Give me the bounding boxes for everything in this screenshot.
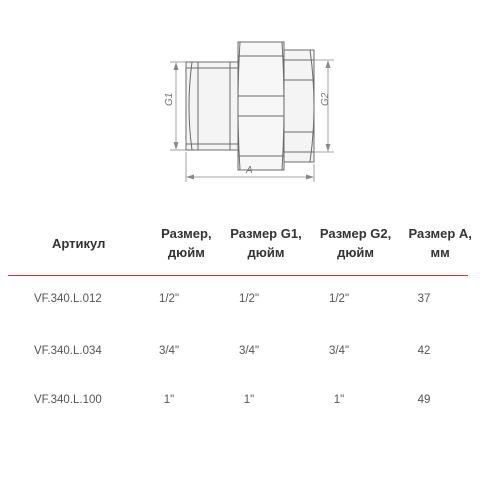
header-line: дюйм (247, 245, 285, 260)
header-size-g1 (221, 224, 311, 262)
header-size (152, 224, 222, 262)
cell-size-a: 37 (417, 293, 431, 305)
header-line: Размер G2, (319, 226, 392, 241)
header-line: Размер, (161, 226, 212, 241)
header-line: мм (430, 245, 450, 260)
dim-label-g1: G1 (164, 92, 175, 106)
table-header (20, 212, 480, 274)
cell-size: 1" (163, 394, 175, 406)
table-row (20, 345, 480, 357)
cell-article: VF.340.L.034 (34, 345, 102, 357)
table-row (20, 394, 480, 406)
header-article (20, 234, 152, 253)
cell-size-g1: 3/4" (238, 345, 260, 357)
header-size-g2 (311, 224, 401, 262)
header-line: Размер А, (408, 226, 472, 241)
header-line: дюйм (167, 245, 205, 260)
header-divider (8, 275, 468, 276)
table-row (20, 293, 480, 305)
header-line: дюйм (337, 245, 375, 260)
cell-size-a: 49 (417, 394, 431, 406)
header-line: Размер G1, (230, 226, 302, 241)
header-line: Артикул (52, 235, 106, 251)
cell-size-a: 42 (417, 345, 431, 357)
cell-size-g2: 1" (333, 394, 345, 406)
spec-table (20, 212, 480, 274)
fitting-drawing (0, 0, 500, 200)
cell-article: VF.340.L.100 (34, 394, 102, 406)
dim-label-g2: G2 (320, 92, 331, 106)
dim-label-a: A (246, 165, 253, 176)
cell-size-g1: 1/2" (238, 293, 260, 305)
cell-size: 3/4" (158, 345, 180, 357)
cell-article: VF.340.L.012 (34, 293, 102, 305)
cell-size-g2: 1/2" (328, 293, 350, 305)
header-size-a (400, 224, 480, 262)
cell-size: 1/2" (158, 293, 180, 305)
cell-size-g1: 1" (243, 394, 255, 406)
cell-size-g2: 3/4" (328, 345, 350, 357)
